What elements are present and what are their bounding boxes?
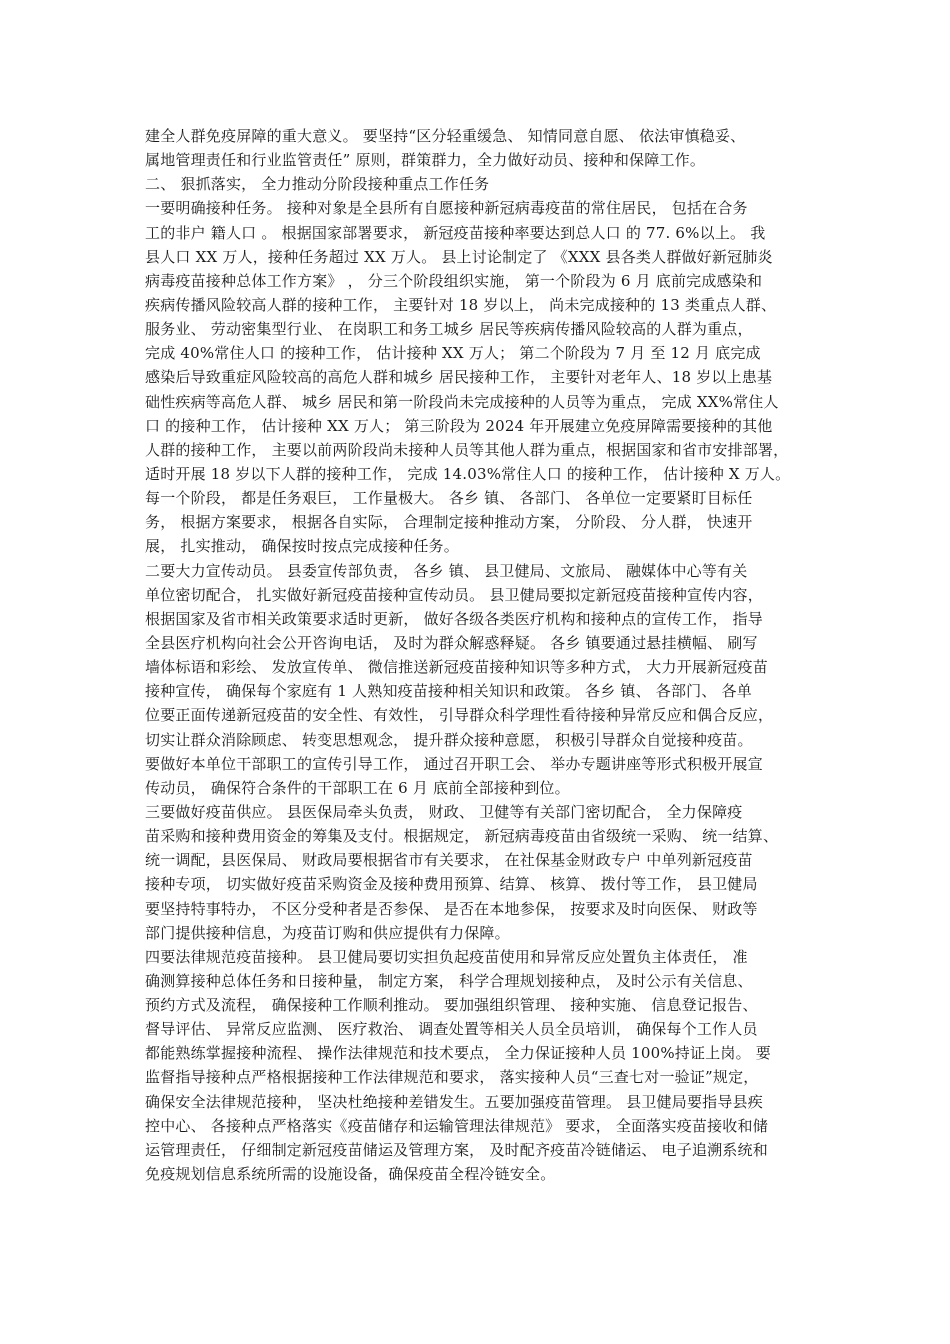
paragraph-intro — [145, 124, 827, 172]
text-line: 疾病传播风险较高人群的接种工作， 主要针对 18 岁以上， 尚未完成接种的 13 类重点人群、 — [145, 295, 777, 314]
text-line: 务， 根据方案要求， 根据各自实际， 合理制定接种推动方案， 分阶段、 分人群， 快速开 — [145, 513, 753, 532]
text-line: 一要明确接种任务。 接种对象是全县所有自愿接种新冠病毒疫苗的常住居民， 包括在合务 — [145, 199, 748, 218]
text-line: 运管理责任， 仔细制定新冠疫苗储运及管理方案， 及时配齐疫苗冷链储运、 电子追溯系统和 — [145, 1140, 768, 1159]
text-line: 切实让群众消除顾虑、 转变思想观念， 提升群众接种意愿， 积极引导群众自觉接种疫苗。 — [145, 730, 753, 749]
text-line: 根据国家及省市相关政策要求适时更新， 做好各级各类医疗机构和接种点的宣传工作， 指导 — [145, 609, 763, 628]
text-line: 督导评估、 异常反应监测、 医疗救治、 调查处置等相关人员全员培训， 确保每个工作人员 — [145, 1020, 758, 1039]
text-line: 属地管理责任和行业监管责任” 原则，群策群力，全力做好动员、接种和保障工作。 — [145, 151, 706, 170]
heading-line: 二、 狠抓落实， 全力推动分阶段接种重点工作任务 — [145, 175, 490, 194]
paragraph-task-1 — [145, 196, 827, 558]
paragraph-task-4 — [145, 945, 827, 1186]
text-line: 全县医疗机构向社会公开咨询电话， 及时为群众解惑释疑。 各乡 镇要通过悬挂横幅、 刷写 — [145, 633, 758, 652]
text-line: 展， 扎实推动， 确保按时按点完成接种任务。 — [145, 537, 459, 556]
text-line: 感染后导致重症风险较高的高危人群和城乡 居民接种工作， 主要针对老年人、18 岁以上患基 — [145, 368, 773, 387]
text-line: 统一调配，县医保局、 财政局要根据省市有关要求， 在社保基金财政专户 中单列新冠疫苗 — [145, 851, 753, 870]
text-line: 预约方式及流程， 确保接种工作顺利推动。 要加强组织管理、 接种实施、 信息登记报告、 — [145, 996, 758, 1015]
text-line: 要坚持特事特办， 不区分受种者是否参保、 是否在本地参保， 按要求及时向医保、 财政等 — [145, 899, 758, 918]
text-line: 接种专项， 切实做好疫苗采购资金及接种费用预算、结算、 核算、 拨付等工作， 县卫健局 — [145, 875, 758, 894]
text-line: 础性疾病等高危人群、 城乡 居民和第一阶段尚未完成接种的人员等为重点， 完成 XX%常住人 — [145, 392, 779, 411]
text-line: 都能熟练掌握接种流程、 操作法律规范和技术要点， 全力保证接种人员 100%持证上岗。 要 — [145, 1044, 771, 1063]
text-line: 工的非户 籍人口 。 根据国家部署要求， 新冠疫苗接种率要达到总人口 的 77. 6%以上。 我 — [145, 223, 766, 242]
text-line: 适时开展 18 岁以下人群的接种工作， 完成 14.03%常住人口 的接种工作， 估计接种 X 万人。 — [145, 464, 791, 483]
document-page — [145, 124, 827, 1186]
text-line: 控中心、 各接种点严格落实《疫苗储存和运输管理法律规范》 要求， 全面落实疫苗接收和储 — [145, 1116, 768, 1135]
text-line: 三要做好疫苗供应。 县医保局牵头负责， 财政、 卫健等有关部门密切配合， 全力保障疫 — [145, 802, 743, 821]
text-line: 要做好本单位干部职工的宣传引导工作， 通过召开职工会、 举办专题讲座等形式积极开展宣 — [145, 754, 763, 773]
paragraph-task-3 — [145, 800, 827, 945]
text-line: 位要正面传递新冠疫苗的安全性、有效性， 引导群众科学理性看待接种异常反应和偶合反应， — [145, 706, 774, 725]
paragraph-task-2 — [145, 559, 827, 800]
text-line: 苗采购和接种费用资金的筹集及支付。根据规定， 新冠病毒疫苗由省级统一采购、 统一结算、 — [145, 827, 779, 846]
text-line: 口 的接种工作， 估计接种 XX 万人； 第三阶段为 2024 年开展建立免疫屏障需要接种的其他 — [145, 416, 773, 435]
text-line: 人群的接种工作， 主要以前两阶段尚未接种人员等其他人群为重点，根据国家和省市安排部署， — [145, 440, 789, 459]
text-line: 完成 40%常住人口 的接种工作， 估计接种 XX 万人； 第二个阶段为 7 月 至 12 月 底完成 — [145, 344, 761, 363]
text-line: 县人口 XX 万人，接种任务超过 XX 万人。 县上讨论制定了 《XXX 县各类人群做好新冠肺炎 — [145, 247, 773, 266]
text-line: 服务业、 劳动密集型行业、 在岗职工和务工城乡 居民等疾病传播风险较高的人群为重点， — [145, 320, 753, 339]
text-line: 免疫规划信息系统所需的设施设备，确保疫苗全程冷链安全。 — [145, 1165, 556, 1184]
section-heading-2 — [145, 172, 827, 196]
text-line: 监督指导接种点严格根据接种工作法律规范和要求， 落实接种人员“三查七对一验证”规定， — [145, 1068, 759, 1087]
text-line: 四要法律规范疫苗接种。 县卫健局要切实担负起疫苗使用和异常反应处置负主体责任， 准 — [145, 947, 748, 966]
text-line: 墙体标语和彩绘、 发放宣传单、 微信推送新冠疫苗接种知识等多种方式， 大力开展新冠疫苗 — [145, 658, 768, 677]
text-line: 单位密切配合， 扎实做好新冠疫苗接种宣传动员。 县卫健局要拟定新冠疫苗接种宣传内容， — [145, 585, 763, 604]
text-line: 部门提供接种信息，为疫苗订购和供应提供有力保障。 — [145, 923, 510, 942]
text-line: 传动员， 确保符合条件的干部职工在 6 月 底前全部接种到位。 — [145, 778, 570, 797]
text-line: 每一个阶段， 都是任务艰巨， 工作量极大。 各乡 镇、 各部门、 各单位一定要紧盯目标任 — [145, 489, 753, 508]
text-line: 接种宣传， 确保每个家庭有 1 人熟知疫苗接种相关知识和政策。 各乡 镇、 各部门、 各单 — [145, 682, 752, 701]
text-line: 确测算接种总体任务和日接种量， 制定方案， 科学合理规划接种点， 及时公示有关信息、 — [145, 971, 753, 990]
text-line: 病毒疫苗接种总体工作方案》 ， 分三个阶段组织实施， 第一个阶段为 6 月 底前完成感染和 — [145, 271, 763, 290]
text-line: 二要大力宣传动员。 县委宣传部负责， 各乡 镇、 县卫健局、文旅局、 融媒体中心等有关 — [145, 561, 748, 580]
text-line: 确保安全法律规范接种， 坚决杜绝接种差错发生。五要加强疫苗管理。 县卫健局要指导县疾 — [145, 1092, 763, 1111]
text-line: 建全人群免疫屏障的重大意义。 要坚持“区分轻重缓急、 知情同意自愿、 依法审慎稳妥、 — [145, 127, 746, 145]
